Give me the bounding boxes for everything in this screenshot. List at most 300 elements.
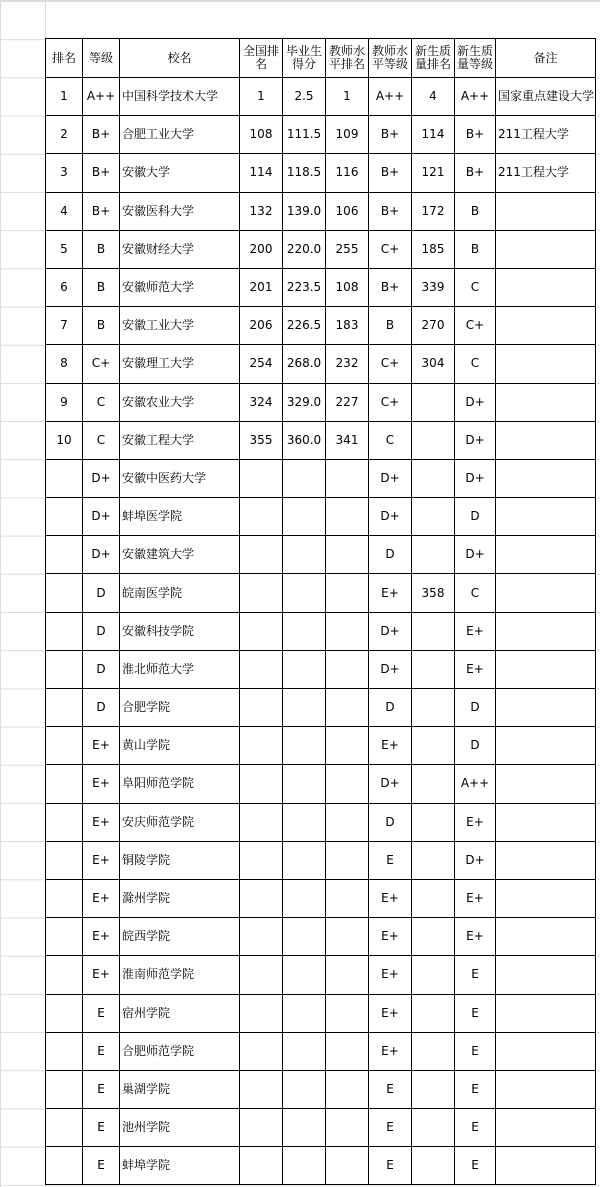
cell-school-name[interactable]: 皖南医学院 [120,574,240,612]
cell-freshman-grade[interactable]: E [455,994,496,1032]
cell-grade[interactable]: E+ [83,956,120,994]
cell-graduate-score[interactable] [283,918,326,956]
cell-graduate-score[interactable] [283,994,326,1032]
cell-rank[interactable] [46,689,83,727]
cell-school-name[interactable]: 安徽工业大学 [120,307,240,345]
cell-freshman-rank[interactable]: 358 [412,574,455,612]
cell-notes[interactable] [496,536,596,574]
cell-notes[interactable] [496,956,596,994]
cell-freshman-grade[interactable]: D [455,498,496,536]
cell-teacher-rank[interactable] [326,536,369,574]
cell-grade[interactable]: C [83,421,120,459]
cell-freshman-grade[interactable]: C [455,268,496,306]
cell-national-rank[interactable]: 132 [240,192,283,230]
cell-teacher-grade[interactable]: D+ [369,612,412,650]
cell-teacher-rank[interactable] [326,1109,369,1147]
cell-notes[interactable] [496,1070,596,1108]
cell-graduate-score[interactable]: 226.5 [283,307,326,345]
cell-rank[interactable]: 2 [46,116,83,154]
cell-notes[interactable] [496,1109,596,1147]
cell-graduate-score[interactable] [283,1032,326,1070]
cell-graduate-score[interactable] [283,574,326,612]
cell-graduate-score[interactable] [283,689,326,727]
cell-national-rank[interactable]: 254 [240,345,283,383]
cell-rank[interactable]: 6 [46,268,83,306]
cell-freshman-grade[interactable]: D+ [455,459,496,497]
cell-teacher-grade[interactable]: D [369,803,412,841]
cell-teacher-grade[interactable]: C+ [369,383,412,421]
cell-teacher-grade[interactable]: D [369,689,412,727]
cell-rank[interactable] [46,879,83,917]
cell-school-name[interactable]: 安徽医科大学 [120,192,240,230]
cell-grade[interactable]: D [83,574,120,612]
cell-school-name[interactable]: 铜陵学院 [120,841,240,879]
cell-freshman-rank[interactable] [412,1109,455,1147]
cell-school-name[interactable]: 黄山学院 [120,727,240,765]
cell-rank[interactable]: 5 [46,230,83,268]
cell-school-name[interactable]: 淮南师范学院 [120,956,240,994]
cell-freshman-rank[interactable] [412,994,455,1032]
cell-grade[interactable]: B+ [83,192,120,230]
cell-graduate-score[interactable] [283,536,326,574]
cell-freshman-grade[interactable]: D [455,689,496,727]
cell-teacher-rank[interactable] [326,498,369,536]
cell-graduate-score[interactable]: 360.0 [283,421,326,459]
cell-school-name[interactable]: 安徽工程大学 [120,421,240,459]
cell-freshman-rank[interactable] [412,879,455,917]
header-cell-graduate-score[interactable]: 毕业生得分 [283,39,326,78]
cell-grade[interactable]: B+ [83,116,120,154]
cell-grade[interactable]: A++ [83,78,120,116]
header-cell-rank[interactable]: 排名 [46,39,83,78]
cell-teacher-rank[interactable] [326,918,369,956]
cell-school-name[interactable]: 安徽中医药大学 [120,459,240,497]
cell-rank[interactable] [46,1032,83,1070]
cell-national-rank[interactable] [240,803,283,841]
cell-graduate-score[interactable] [283,1109,326,1147]
cell-freshman-rank[interactable] [412,765,455,803]
cell-notes[interactable] [496,994,596,1032]
cell-teacher-rank[interactable] [326,574,369,612]
cell-school-name[interactable]: 安徽科技学院 [120,612,240,650]
cell-school-name[interactable]: 合肥工业大学 [120,116,240,154]
header-cell-teacher-grade[interactable]: 教师水平等级 [369,39,412,78]
header-cell-national-rank[interactable]: 全国排名 [240,39,283,78]
cell-notes[interactable] [496,650,596,688]
cell-freshman-rank[interactable]: 270 [412,307,455,345]
cell-notes[interactable] [496,841,596,879]
cell-teacher-rank[interactable] [326,956,369,994]
cell-notes[interactable] [496,345,596,383]
cell-teacher-grade[interactable]: E [369,841,412,879]
cell-freshman-grade[interactable]: B+ [455,116,496,154]
cell-teacher-rank[interactable] [326,1070,369,1108]
cell-school-name[interactable]: 安徽建筑大学 [120,536,240,574]
cell-freshman-rank[interactable]: 185 [412,230,455,268]
cell-graduate-score[interactable] [283,956,326,994]
cell-teacher-grade[interactable]: E+ [369,1032,412,1070]
cell-freshman-grade[interactable]: C [455,574,496,612]
cell-school-name[interactable]: 巢湖学院 [120,1070,240,1108]
cell-graduate-score[interactable] [283,765,326,803]
cell-national-rank[interactable]: 206 [240,307,283,345]
cell-national-rank[interactable] [240,612,283,650]
cell-grade[interactable]: E+ [83,918,120,956]
cell-freshman-grade[interactable]: E+ [455,879,496,917]
cell-freshman-rank[interactable]: 121 [412,154,455,192]
cell-freshman-rank[interactable]: 114 [412,116,455,154]
cell-grade[interactable]: D [83,612,120,650]
cell-teacher-grade[interactable]: E+ [369,879,412,917]
cell-teacher-grade[interactable]: E+ [369,994,412,1032]
cell-freshman-rank[interactable]: 304 [412,345,455,383]
cell-graduate-score[interactable]: 268.0 [283,345,326,383]
cell-grade[interactable]: D+ [83,536,120,574]
cell-teacher-grade[interactable]: B+ [369,154,412,192]
cell-school-name[interactable]: 阜阳师范学院 [120,765,240,803]
cell-freshman-rank[interactable] [412,536,455,574]
cell-national-rank[interactable] [240,879,283,917]
cell-freshman-rank[interactable] [412,727,455,765]
cell-freshman-grade[interactable]: E+ [455,612,496,650]
cell-graduate-score[interactable] [283,1070,326,1108]
cell-freshman-rank[interactable] [412,459,455,497]
cell-graduate-score[interactable]: 139.0 [283,192,326,230]
cell-grade[interactable]: E [83,1147,120,1185]
cell-grade[interactable]: D+ [83,459,120,497]
header-cell-freshman-grade[interactable]: 新生质量等级 [455,39,496,78]
cell-graduate-score[interactable] [283,650,326,688]
cell-teacher-rank[interactable] [326,803,369,841]
cell-rank[interactable] [46,574,83,612]
cell-school-name[interactable]: 合肥师范学院 [120,1032,240,1070]
cell-teacher-rank[interactable] [326,765,369,803]
cell-freshman-grade[interactable]: E [455,1147,496,1185]
cell-rank[interactable] [46,1070,83,1108]
cell-grade[interactable]: E+ [83,841,120,879]
cell-school-name[interactable]: 蚌埠学院 [120,1147,240,1185]
header-cell-notes[interactable]: 备注 [496,39,596,78]
cell-grade[interactable]: C+ [83,345,120,383]
cell-freshman-rank[interactable] [412,956,455,994]
cell-rank[interactable]: 9 [46,383,83,421]
cell-graduate-score[interactable]: 111.5 [283,116,326,154]
cell-notes[interactable] [496,765,596,803]
cell-freshman-grade[interactable]: D+ [455,383,496,421]
cell-teacher-rank[interactable] [326,1147,369,1185]
cell-freshman-grade[interactable]: E+ [455,918,496,956]
cell-teacher-grade[interactable]: C+ [369,345,412,383]
header-cell-school-name[interactable]: 校名 [120,39,240,78]
cell-grade[interactable]: B [83,268,120,306]
cell-national-rank[interactable] [240,918,283,956]
cell-freshman-rank[interactable]: 339 [412,268,455,306]
cell-teacher-grade[interactable]: B+ [369,268,412,306]
cell-grade[interactable]: E+ [83,727,120,765]
cell-freshman-grade[interactable]: A++ [455,765,496,803]
cell-freshman-grade[interactable]: D+ [455,536,496,574]
cell-notes[interactable] [496,1032,596,1070]
cell-grade[interactable]: D+ [83,498,120,536]
cell-rank[interactable]: 8 [46,345,83,383]
cell-national-rank[interactable] [240,498,283,536]
cell-teacher-rank[interactable]: 232 [326,345,369,383]
cell-freshman-rank[interactable] [412,1070,455,1108]
cell-rank[interactable] [46,841,83,879]
cell-teacher-grade[interactable]: E+ [369,956,412,994]
cell-rank[interactable]: 7 [46,307,83,345]
cell-teacher-rank[interactable]: 341 [326,421,369,459]
cell-rank[interactable]: 3 [46,154,83,192]
cell-rank[interactable]: 4 [46,192,83,230]
cell-freshman-rank[interactable] [412,1032,455,1070]
cell-teacher-grade[interactable]: D+ [369,459,412,497]
cell-national-rank[interactable] [240,765,283,803]
cell-rank[interactable] [46,956,83,994]
cell-teacher-grade[interactable]: B+ [369,116,412,154]
cell-national-rank[interactable] [240,689,283,727]
cell-freshman-grade[interactable]: D+ [455,421,496,459]
cell-teacher-rank[interactable]: 227 [326,383,369,421]
cell-grade[interactable]: D [83,689,120,727]
cell-teacher-rank[interactable] [326,689,369,727]
cell-freshman-grade[interactable]: B+ [455,154,496,192]
cell-teacher-grade[interactable]: E [369,1070,412,1108]
cell-grade[interactable]: B [83,307,120,345]
cell-rank[interactable] [46,459,83,497]
cell-notes[interactable]: 211工程大学 [496,116,596,154]
cell-graduate-score[interactable]: 118.5 [283,154,326,192]
cell-rank[interactable] [46,994,83,1032]
cell-freshman-grade[interactable]: C+ [455,307,496,345]
cell-freshman-grade[interactable]: E [455,1109,496,1147]
cell-graduate-score[interactable]: 2.5 [283,78,326,116]
cell-notes[interactable] [496,879,596,917]
cell-national-rank[interactable]: 108 [240,116,283,154]
cell-notes[interactable] [496,459,596,497]
cell-teacher-grade[interactable]: C+ [369,230,412,268]
cell-rank[interactable] [46,1147,83,1185]
cell-teacher-rank[interactable] [326,841,369,879]
cell-teacher-grade[interactable]: A++ [369,78,412,116]
cell-teacher-grade[interactable]: D+ [369,650,412,688]
cell-teacher-grade[interactable]: E+ [369,918,412,956]
header-cell-teacher-rank[interactable]: 教师水平排名 [326,39,369,78]
cell-school-name[interactable]: 安徽农业大学 [120,383,240,421]
cell-teacher-rank[interactable] [326,650,369,688]
cell-national-rank[interactable] [240,1109,283,1147]
cell-grade[interactable]: E [83,1070,120,1108]
cell-notes[interactable] [496,918,596,956]
cell-teacher-rank[interactable]: 255 [326,230,369,268]
cell-notes[interactable] [496,574,596,612]
cell-teacher-grade[interactable]: E [369,1147,412,1185]
cell-teacher-rank[interactable] [326,994,369,1032]
cell-notes[interactable] [496,689,596,727]
cell-grade[interactable]: E [83,1032,120,1070]
cell-freshman-rank[interactable]: 172 [412,192,455,230]
cell-graduate-score[interactable]: 220.0 [283,230,326,268]
cell-freshman-rank[interactable] [412,918,455,956]
header-cell-freshman-rank[interactable]: 新生质量排名 [412,39,455,78]
cell-graduate-score[interactable] [283,612,326,650]
cell-notes[interactable] [496,803,596,841]
cell-rank[interactable] [46,1109,83,1147]
cell-school-name[interactable]: 淮北师范大学 [120,650,240,688]
cell-school-name[interactable]: 中国科学技术大学 [120,78,240,116]
cell-national-rank[interactable] [240,841,283,879]
cell-teacher-grade[interactable]: D+ [369,498,412,536]
cell-teacher-grade[interactable]: E [369,1109,412,1147]
cell-rank[interactable] [46,765,83,803]
cell-national-rank[interactable] [240,1032,283,1070]
cell-school-name[interactable]: 蚌埠医学院 [120,498,240,536]
cell-teacher-rank[interactable] [326,459,369,497]
cell-freshman-rank[interactable] [412,1147,455,1185]
cell-freshman-rank[interactable] [412,803,455,841]
cell-rank[interactable] [46,803,83,841]
cell-teacher-rank[interactable]: 183 [326,307,369,345]
cell-teacher-grade[interactable]: E+ [369,574,412,612]
cell-rank[interactable] [46,612,83,650]
cell-school-name[interactable]: 合肥学院 [120,689,240,727]
cell-graduate-score[interactable] [283,727,326,765]
cell-grade[interactable]: C [83,383,120,421]
cell-grade[interactable]: B [83,230,120,268]
cell-grade[interactable]: E+ [83,765,120,803]
cell-school-name[interactable]: 安徽财经大学 [120,230,240,268]
cell-notes[interactable] [496,421,596,459]
cell-teacher-grade[interactable]: D+ [369,765,412,803]
cell-school-name[interactable]: 宿州学院 [120,994,240,1032]
cell-national-rank[interactable] [240,650,283,688]
cell-freshman-grade[interactable]: D [455,727,496,765]
cell-rank[interactable]: 10 [46,421,83,459]
cell-freshman-grade[interactable]: E+ [455,803,496,841]
cell-rank[interactable] [46,650,83,688]
cell-notes[interactable] [496,612,596,650]
cell-grade[interactable]: D [83,650,120,688]
cell-rank[interactable] [46,727,83,765]
cell-teacher-grade[interactable]: B+ [369,192,412,230]
cell-freshman-grade[interactable]: B [455,192,496,230]
cell-grade[interactable]: B+ [83,154,120,192]
cell-teacher-grade[interactable]: B [369,307,412,345]
cell-school-name[interactable]: 皖西学院 [120,918,240,956]
cell-freshman-grade[interactable]: E+ [455,650,496,688]
cell-notes[interactable] [496,383,596,421]
cell-teacher-rank[interactable] [326,727,369,765]
cell-national-rank[interactable] [240,1147,283,1185]
cell-national-rank[interactable] [240,956,283,994]
cell-notes[interactable]: 211工程大学 [496,154,596,192]
cell-notes[interactable] [496,727,596,765]
cell-graduate-score[interactable] [283,879,326,917]
cell-grade[interactable]: E+ [83,803,120,841]
cell-freshman-grade[interactable]: D+ [455,841,496,879]
cell-national-rank[interactable] [240,994,283,1032]
cell-national-rank[interactable] [240,727,283,765]
cell-national-rank[interactable]: 200 [240,230,283,268]
cell-teacher-rank[interactable]: 106 [326,192,369,230]
cell-teacher-grade[interactable]: D [369,536,412,574]
cell-freshman-grade[interactable]: A++ [455,78,496,116]
cell-freshman-rank[interactable] [412,612,455,650]
cell-teacher-rank[interactable]: 116 [326,154,369,192]
cell-national-rank[interactable]: 201 [240,268,283,306]
cell-school-name[interactable]: 池州学院 [120,1109,240,1147]
cell-school-name[interactable]: 安徽理工大学 [120,345,240,383]
cell-freshman-rank[interactable] [412,841,455,879]
cell-freshman-rank[interactable] [412,383,455,421]
cell-teacher-rank[interactable]: 109 [326,116,369,154]
cell-notes[interactable] [496,498,596,536]
cell-graduate-score[interactable]: 223.5 [283,268,326,306]
cell-graduate-score[interactable] [283,803,326,841]
cell-notes[interactable] [496,1147,596,1185]
cell-teacher-rank[interactable]: 1 [326,78,369,116]
cell-teacher-grade[interactable]: E+ [369,727,412,765]
cell-freshman-grade[interactable]: B [455,230,496,268]
cell-national-rank[interactable]: 1 [240,78,283,116]
cell-grade[interactable]: E [83,1109,120,1147]
header-cell-grade[interactable]: 等级 [83,39,120,78]
cell-teacher-rank[interactable] [326,879,369,917]
cell-freshman-rank[interactable] [412,689,455,727]
cell-school-name[interactable]: 滁州学院 [120,879,240,917]
cell-national-rank[interactable] [240,1070,283,1108]
cell-national-rank[interactable] [240,459,283,497]
cell-freshman-rank[interactable] [412,498,455,536]
cell-notes[interactable] [496,192,596,230]
cell-rank[interactable] [46,536,83,574]
cell-rank[interactable] [46,498,83,536]
cell-national-rank[interactable]: 355 [240,421,283,459]
cell-notes[interactable]: 国家重点建设大学 [496,78,596,116]
cell-school-name[interactable]: 安徽师范大学 [120,268,240,306]
cell-freshman-grade[interactable]: E [455,956,496,994]
cell-graduate-score[interactable] [283,498,326,536]
cell-notes[interactable] [496,268,596,306]
cell-teacher-rank[interactable] [326,1032,369,1070]
cell-freshman-rank[interactable] [412,421,455,459]
cell-school-name[interactable]: 安徽大学 [120,154,240,192]
cell-teacher-grade[interactable]: C [369,421,412,459]
cell-freshman-grade[interactable]: C [455,345,496,383]
cell-grade[interactable]: E+ [83,879,120,917]
cell-freshman-grade[interactable]: E [455,1032,496,1070]
cell-national-rank[interactable] [240,536,283,574]
cell-graduate-score[interactable] [283,1147,326,1185]
cell-notes[interactable] [496,230,596,268]
cell-rank[interactable] [46,918,83,956]
cell-teacher-rank[interactable]: 108 [326,268,369,306]
cell-national-rank[interactable]: 324 [240,383,283,421]
cell-grade[interactable]: E [83,994,120,1032]
cell-national-rank[interactable] [240,574,283,612]
cell-freshman-grade[interactable]: E [455,1070,496,1108]
cell-rank[interactable]: 1 [46,78,83,116]
cell-national-rank[interactable]: 114 [240,154,283,192]
cell-graduate-score[interactable] [283,459,326,497]
cell-teacher-rank[interactable] [326,612,369,650]
cell-school-name[interactable]: 安庆师范学院 [120,803,240,841]
cell-graduate-score[interactable]: 329.0 [283,383,326,421]
cell-graduate-score[interactable] [283,841,326,879]
cell-freshman-rank[interactable]: 4 [412,78,455,116]
cell-freshman-rank[interactable] [412,650,455,688]
cell-notes[interactable] [496,307,596,345]
